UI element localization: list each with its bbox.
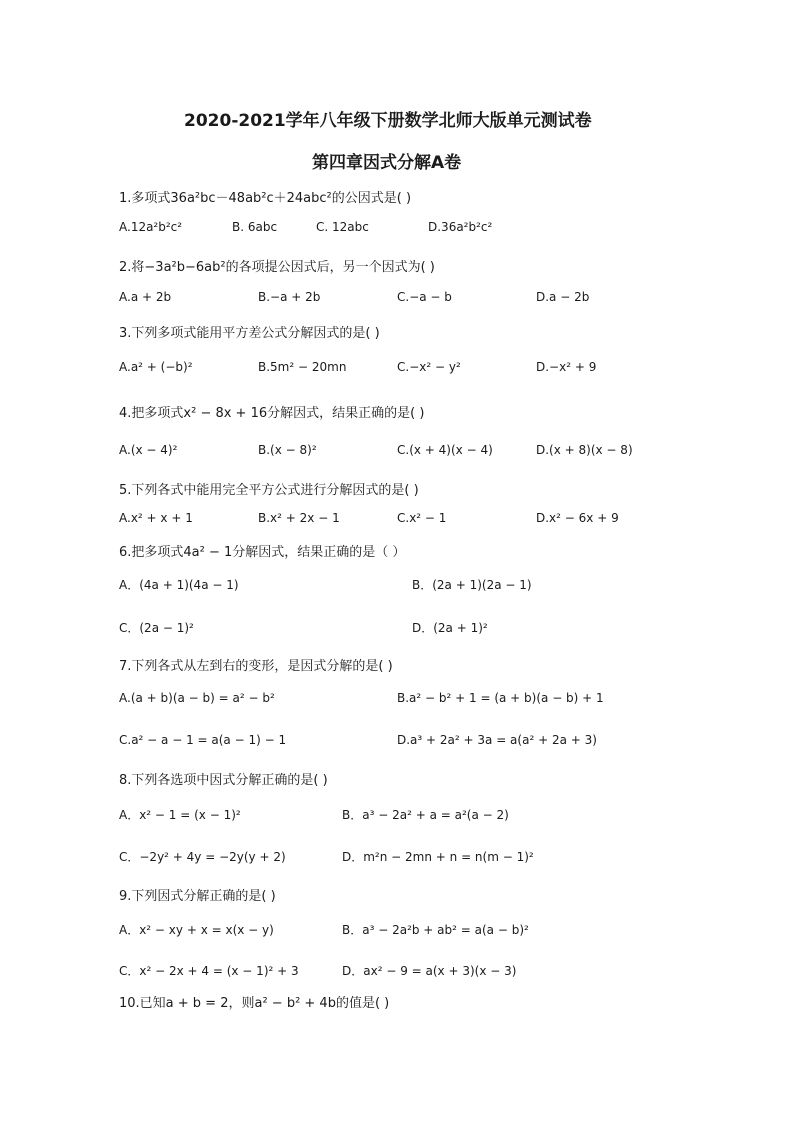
option-b: B. 6abc — [232, 220, 278, 234]
option-c: C.−x² − y² — [397, 360, 461, 374]
question-stem: 8.下列各选项中因式分解正确的是( ) — [119, 773, 328, 788]
option-c: C.(x + 4)(x − 4) — [397, 443, 493, 457]
page-subtitle: 第四章因式分解A卷 — [312, 153, 462, 173]
question-stem: 6.把多项式4a² − 1分解因式，结果正确的是（ ） — [119, 545, 406, 560]
page-title: 2020-2021学年八年级下册数学北师大版单元测试卷 — [184, 111, 592, 131]
question-stem: 1.多项式36a²bc－48ab²c＋24abc²的公因式是( ) — [119, 191, 412, 206]
question-stem: 9.下列因式分解正确的是( ) — [119, 889, 276, 904]
option-a: A.(a + b)(a − b) = a² − b² — [119, 691, 275, 705]
option-b: B.5m² − 20mn — [258, 360, 347, 374]
option-a: A.a² + (−b)² — [119, 360, 193, 374]
option-a: A．(4a + 1)(4a − 1) — [119, 578, 239, 592]
option-c: C．x² − 2x + 4 = (x − 1)² + 3 — [119, 964, 299, 978]
question-stem: 5.下列各式中能用完全平方公式进行分解因式的是( ) — [119, 483, 419, 498]
option-d: D．(2a + 1)² — [412, 621, 488, 635]
option-a: A.12a²b²c² — [119, 220, 183, 234]
option-c: C．−2y² + 4y = −2y(y + 2) — [119, 850, 286, 864]
option-d: D.−x² + 9 — [536, 360, 597, 374]
option-a: A.x² + x + 1 — [119, 511, 193, 525]
option-d: D．m²n − 2mn + n = n(m − 1)² — [342, 850, 534, 864]
question-stem: 10.已知a + b = 2，则a² − b² + 4b的值是( ) — [119, 996, 390, 1011]
option-d: D.36a²b²c² — [428, 220, 493, 234]
option-d: D.(x + 8)(x − 8) — [536, 443, 633, 457]
question-stem: 3.下列多项式能用平方差公式分解因式的是( ) — [119, 326, 380, 341]
option-c: C. 12abc — [316, 220, 369, 234]
option-c: C.x² − 1 — [397, 511, 447, 525]
option-d: D．ax² − 9 = a(x + 3)(x − 3) — [342, 964, 517, 978]
option-b: B.−a + 2b — [258, 290, 321, 304]
option-b: B.x² + 2x − 1 — [258, 511, 340, 525]
question-stem: 4.把多项式x² − 8x + 16分解因式，结果正确的是( ) — [119, 406, 425, 421]
option-a: A.(x − 4)² — [119, 443, 178, 457]
option-b: B．a³ − 2a² + a = a²(a − 2) — [342, 808, 509, 822]
question-stem: 2.将−3a²b−6ab²的各项提公因式后，另一个因式为( ) — [119, 260, 435, 275]
option-c: C．(2a − 1)² — [119, 621, 194, 635]
option-c: C.−a − b — [397, 290, 452, 304]
option-d: D.a − 2b — [536, 290, 590, 304]
option-d: D.x² − 6x + 9 — [536, 511, 619, 525]
option-b: B．(2a + 1)(2a − 1) — [412, 578, 532, 592]
option-b: B.a² − b² + 1 = (a + b)(a − b) + 1 — [397, 691, 604, 705]
question-stem: 7.下列各式从左到右的变形，是因式分解的是( ) — [119, 659, 393, 674]
option-b: B.(x − 8)² — [258, 443, 317, 457]
option-b: B．a³ − 2a²b + ab² = a(a − b)² — [342, 923, 529, 937]
option-a: A.a + 2b — [119, 290, 172, 304]
option-a: A．x² − xy + x = x(x − y) — [119, 923, 274, 937]
option-a: A．x² − 1 = (x − 1)² — [119, 808, 241, 822]
option-d: D.a³ + 2a² + 3a = a(a² + 2a + 3) — [397, 733, 597, 747]
option-c: C.a² − a − 1 = a(a − 1) − 1 — [119, 733, 287, 747]
